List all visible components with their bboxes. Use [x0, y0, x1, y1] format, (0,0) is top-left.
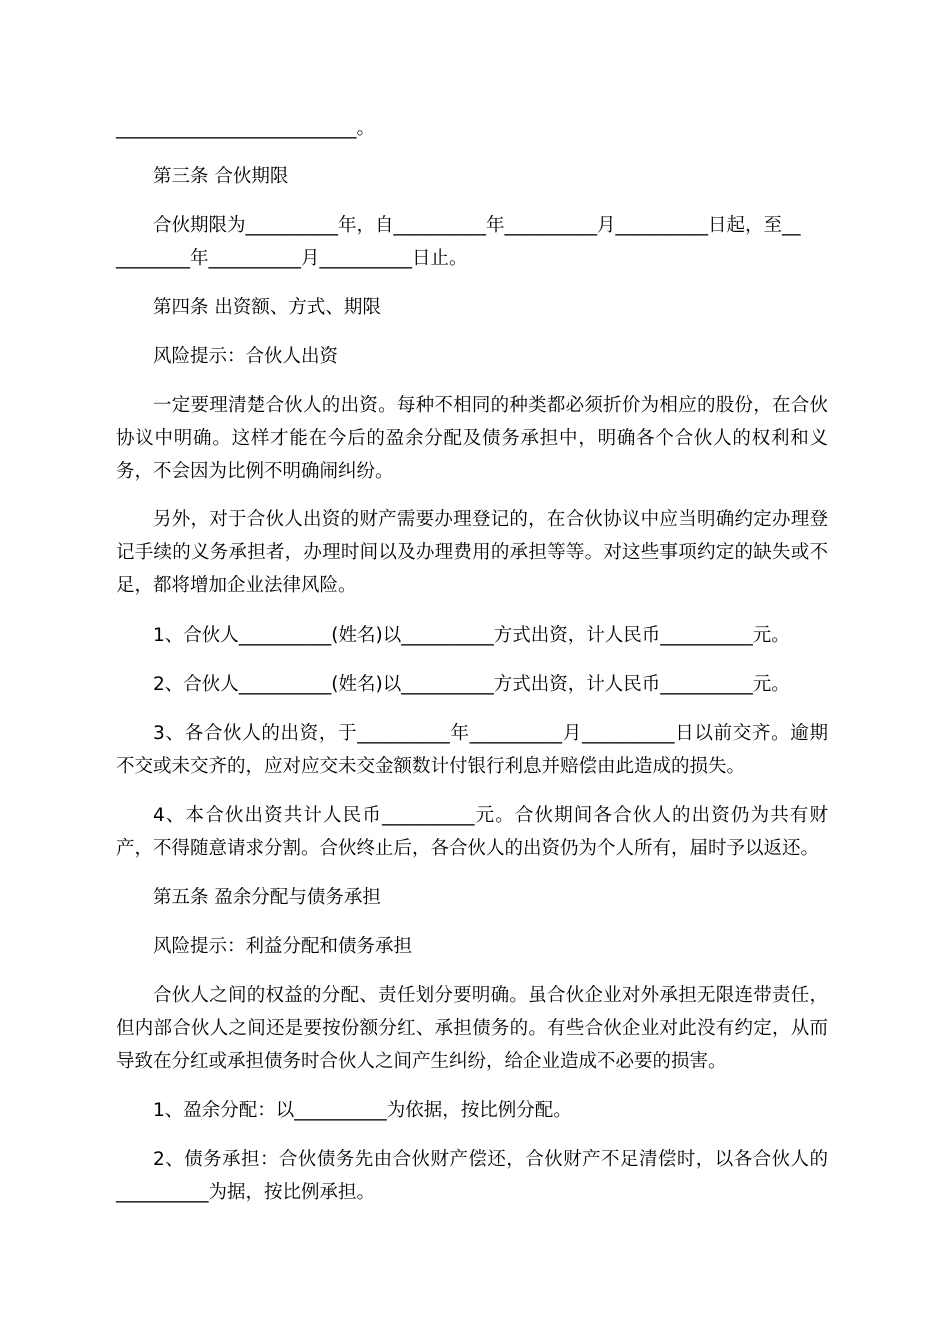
contribution-item-3: 3、各合伙人的出资，于__________年__________月__________日以前交齐。逾期不交或未交齐的，应对应交未交金额数计付银行利息并赔偿由此造成的损失。	[116, 723, 828, 777]
risk-tip-profit-debt: 风险提示：利益分配和债务承担	[153, 936, 413, 957]
debt-bearing-item: 2、债务承担：合伙债务先由合伙财产偿还，合伙财产不足清偿时，以各合伙人的__________为据，按比例承担。	[116, 1149, 828, 1203]
contribution-explanation-paragraph: 一定要理清楚合伙人的出资。每种不相同的种类都必须折价为相应的股份，在合伙协议中明确。这样才能在今后的盈余分配及债务承担中，明确各个合伙人的权利和义务，不会因为比例不明确闹纠纷。	[116, 395, 828, 482]
article-3-heading: 第三条 合伙期限	[153, 166, 289, 187]
contribution-item-1: 1、合伙人__________(姓名)以__________方式出资，计人民币__________元。	[153, 625, 790, 646]
partnership-term-line-2: ________年__________月__________日止。	[116, 248, 468, 269]
risk-tip-contribution: 风险提示：合伙人出资	[153, 346, 339, 367]
registration-explanation-paragraph: 另外，对于合伙人出资的财产需要办理登记的，在合伙协议中应当明确约定办理登记手续的义务承担者，办理时间以及办理费用的承担等等。对这些事项约定的缺失或不足，都将增加企业法律风险。	[116, 509, 828, 596]
article-4-heading: 第四条 出资额、方式、期限	[153, 297, 381, 318]
partnership-term-line-1: 合伙期限为__________年，自__________年__________月__________日起，至__	[153, 215, 801, 236]
profit-debt-explanation-paragraph: 合伙人之间的权益的分配、责任划分要明确。虽合伙企业对外承担无限连带责任，但内部合伙人之间还是要按份额分红、承担债务的。有些合伙企业对此没有约定，从而导致在分红或承担债务时合伙人之间产生纠纷，给企业造成不必要的损害。	[116, 985, 828, 1072]
article-5-heading: 第五条 盈余分配与债务承担	[153, 887, 381, 908]
blank-line-end: __________________________。	[116, 118, 376, 139]
contribution-item-2: 2、合伙人__________(姓名)以__________方式出资，计人民币__________元。	[153, 674, 790, 695]
contribution-item-4: 4、本合伙出资共计人民币__________元。合伙期间各合伙人的出资仍为共有财产，不得随意请求分割。合伙终止后，各合伙人的出资仍为个人所有，届时予以返还。	[116, 805, 828, 859]
profit-distribution-item: 1、盈余分配：以__________为依据，按比例分配。	[153, 1100, 572, 1121]
